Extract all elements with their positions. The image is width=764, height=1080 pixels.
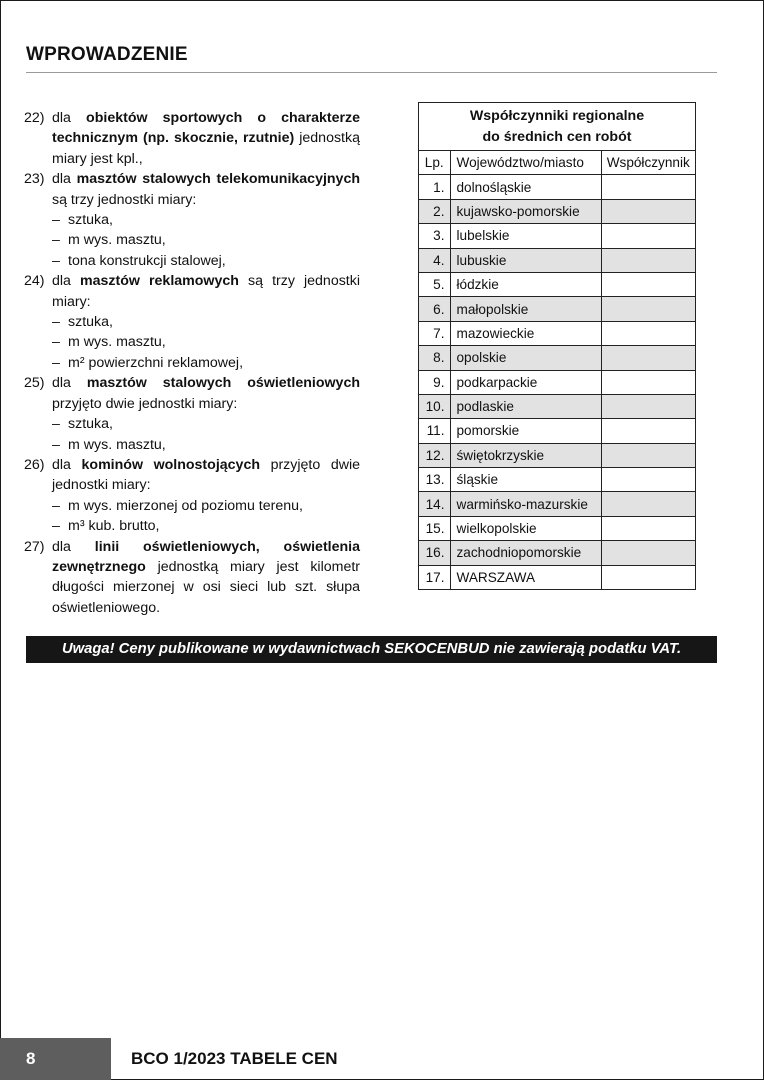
region-name: opolskie: [450, 346, 601, 370]
coefficient-value: [601, 468, 695, 492]
list-item: [24, 108, 360, 169]
table-row: [419, 346, 695, 370]
table-row: [419, 175, 695, 199]
region-name: wielkopolskie: [450, 516, 601, 540]
list-item: [24, 169, 360, 210]
regional-coefficients-table: [418, 102, 696, 590]
table-row: [419, 272, 695, 296]
footer-publication-title: BCO 1/2023 TABELE CEN: [131, 1049, 338, 1068]
table-row: [419, 419, 695, 443]
list-item: [24, 373, 360, 414]
row-number: 13.: [419, 468, 450, 492]
row-number: 1.: [419, 175, 450, 199]
list-item-number: 22): [24, 110, 45, 126]
sub-item-text: m³ kub. brutto,: [68, 518, 160, 535]
coefficient-value: [601, 516, 695, 540]
row-number: 15.: [419, 516, 450, 540]
region-name: podlaskie: [450, 394, 601, 418]
region-name: kujawsko-pomorskie: [450, 199, 601, 223]
sub-item-text: m wys. masztu,: [68, 334, 166, 351]
dash-bullet: –: [52, 232, 60, 249]
dash-bullet: –: [52, 212, 60, 229]
sub-item-text: m wys. masztu,: [68, 232, 166, 249]
table-row: [419, 297, 695, 321]
sub-item: [24, 230, 360, 250]
sub-item: [24, 251, 360, 271]
coefficient-value: [601, 248, 695, 272]
region-name: lubelskie: [450, 224, 601, 248]
list-item-bold-text: obiektów sportowych o charakterze technicznym (np. skocznie, rzutnie): [52, 110, 360, 147]
section-title: WPROWADZENIE: [26, 44, 188, 65]
region-name: pomorskie: [450, 419, 601, 443]
table-row: [419, 468, 695, 492]
list-item: [24, 455, 360, 496]
coefficient-value: [601, 224, 695, 248]
sub-item-text: m wys. mierzonej od poziomu terenu,: [68, 497, 303, 514]
region-name: łódzkie: [450, 272, 601, 296]
coefficient-value: [601, 541, 695, 565]
table-row: [419, 443, 695, 467]
row-number: 9.: [419, 370, 450, 394]
row-number: 17.: [419, 565, 450, 589]
list-item-text: jednostką miary jest kpl.,: [52, 130, 360, 167]
dash-bullet: –: [52, 354, 60, 371]
list-item-text: są trzy jednostki miary:: [52, 273, 360, 310]
list-item: [24, 537, 360, 619]
dash-bullet: –: [52, 518, 60, 535]
table-row: [419, 516, 695, 540]
row-number: 2.: [419, 199, 450, 223]
sub-item-text: sztuka,: [68, 212, 113, 229]
list-item-text: przyjęto dwie jednostki miary:: [52, 456, 360, 494]
sub-item-text: m² powierzchni reklamowej,: [68, 354, 244, 371]
row-number: 14.: [419, 492, 450, 516]
table-row: [419, 199, 695, 223]
coefficient-value: [601, 394, 695, 418]
region-name: podkarpackie: [450, 370, 601, 394]
list-item-number: 25): [24, 375, 45, 392]
dash-bullet: –: [52, 436, 60, 453]
sub-item-text: m wys. masztu,: [68, 436, 166, 453]
sub-item: [24, 496, 360, 516]
sub-item: [24, 332, 360, 352]
list-item-number: 26): [24, 456, 45, 473]
list-item-number: 27): [24, 538, 45, 555]
sub-item: [24, 210, 360, 230]
table-row: [419, 492, 695, 516]
list-item-bold-text: masztów stalowych telekomunikacyjnych: [76, 171, 361, 188]
list-item-bold-text: kominów wolnostojących: [81, 456, 260, 473]
dash-bullet: –: [52, 314, 60, 331]
coefficient-value: [601, 297, 695, 321]
row-number: 8.: [419, 346, 450, 370]
coefficient-value: [601, 419, 695, 443]
list-item-bold-text: masztów stalowych oświetleniowych: [86, 375, 360, 392]
row-number: 4.: [419, 248, 450, 272]
table-row: [419, 248, 695, 272]
row-number: 6.: [419, 297, 450, 321]
sub-item-text: sztuka,: [68, 416, 113, 433]
row-number: 10.: [419, 394, 450, 418]
dash-bullet: –: [52, 252, 60, 269]
region-name: WARSZAWA: [450, 565, 601, 589]
row-number: 3.: [419, 224, 450, 248]
list-item: [24, 271, 360, 312]
table-caption-line2: do średnich cen robót: [482, 129, 632, 145]
list-item-text: dla: [52, 538, 95, 555]
region-name: śląskie: [450, 468, 601, 492]
region-name: dolnośląskie: [450, 175, 601, 199]
footer-page-box: [0, 1038, 111, 1080]
sub-item: [24, 435, 360, 455]
table-row: [419, 224, 695, 248]
region-name: małopolskie: [450, 297, 601, 321]
sub-item: [24, 312, 360, 332]
row-number: 11.: [419, 419, 450, 443]
region-name: świętokrzyskie: [450, 443, 601, 467]
coefficient-value: [601, 492, 695, 516]
header-divider: [26, 72, 717, 73]
row-number: 12.: [419, 443, 450, 467]
coefficient-value: [601, 321, 695, 345]
sub-item: [24, 353, 360, 373]
list-item-text: są trzy jednostki miary:: [52, 191, 197, 208]
list-item-text: jednostką miary jest kilometr długości mierzonej w osi sieci lub szt. słupa oświetleniowego.: [52, 558, 360, 616]
list-item-text: dla: [52, 171, 77, 188]
coefficients-grid: [419, 151, 695, 589]
region-name: warmińsko-mazurskie: [450, 492, 601, 516]
list-item-text: dla: [52, 375, 87, 392]
coefficient-value: [601, 370, 695, 394]
list-item-text: dla: [52, 456, 82, 473]
region-name: mazowieckie: [450, 321, 601, 345]
list-item-bold-text: masztów reklamowych: [80, 273, 239, 290]
table-caption: [419, 103, 695, 151]
table-row: [419, 565, 695, 589]
list-item-text: przyjęto dwie jednostki miary:: [52, 395, 238, 412]
coefficient-value: [601, 443, 695, 467]
row-number: 5.: [419, 272, 450, 296]
sub-item: [24, 414, 360, 434]
table-row: [419, 321, 695, 345]
column-header-coefficient: Współczynnik: [606, 155, 690, 171]
table-caption-line1: Współczynniki regionalne: [469, 108, 645, 124]
region-name: zachodniopomorskie: [450, 541, 601, 565]
coefficient-value: [601, 199, 695, 223]
coefficient-value: [601, 565, 695, 589]
table-header-row: [419, 151, 695, 175]
row-number: 7.: [419, 321, 450, 345]
list-item-text: dla: [52, 273, 81, 290]
list-item-number: 23): [24, 171, 45, 188]
table-row: [419, 541, 695, 565]
coefficient-value: [601, 175, 695, 199]
table-row: [419, 394, 695, 418]
vat-notice-banner: Uwaga! Ceny publikowane w wydawnictwach SEKOCENBUD nie zawierają podatku VAT.: [26, 636, 717, 663]
list-item-number: 24): [24, 273, 45, 290]
list-item-bold-text: linii oświetleniowych, oświetlenia zewnętrznego: [52, 538, 361, 575]
column-header-lp: Lp.: [419, 151, 450, 175]
sub-item-text: tona konstrukcji stalowej,: [68, 252, 226, 269]
dash-bullet: –: [52, 416, 60, 433]
row-number: 16.: [419, 541, 450, 565]
coefficient-value: [601, 346, 695, 370]
coefficient-value: [601, 272, 695, 296]
page-number: 8: [26, 1049, 36, 1068]
table-row: [419, 370, 695, 394]
sub-item-text: sztuka,: [68, 314, 113, 331]
units-list: [24, 108, 360, 618]
column-header-region: Województwo/miasto: [450, 151, 601, 175]
dash-bullet: –: [52, 497, 60, 514]
dash-bullet: –: [52, 334, 60, 351]
sub-item: [24, 516, 360, 536]
list-item-text: dla: [52, 110, 87, 126]
region-name: lubuskie: [450, 248, 601, 272]
